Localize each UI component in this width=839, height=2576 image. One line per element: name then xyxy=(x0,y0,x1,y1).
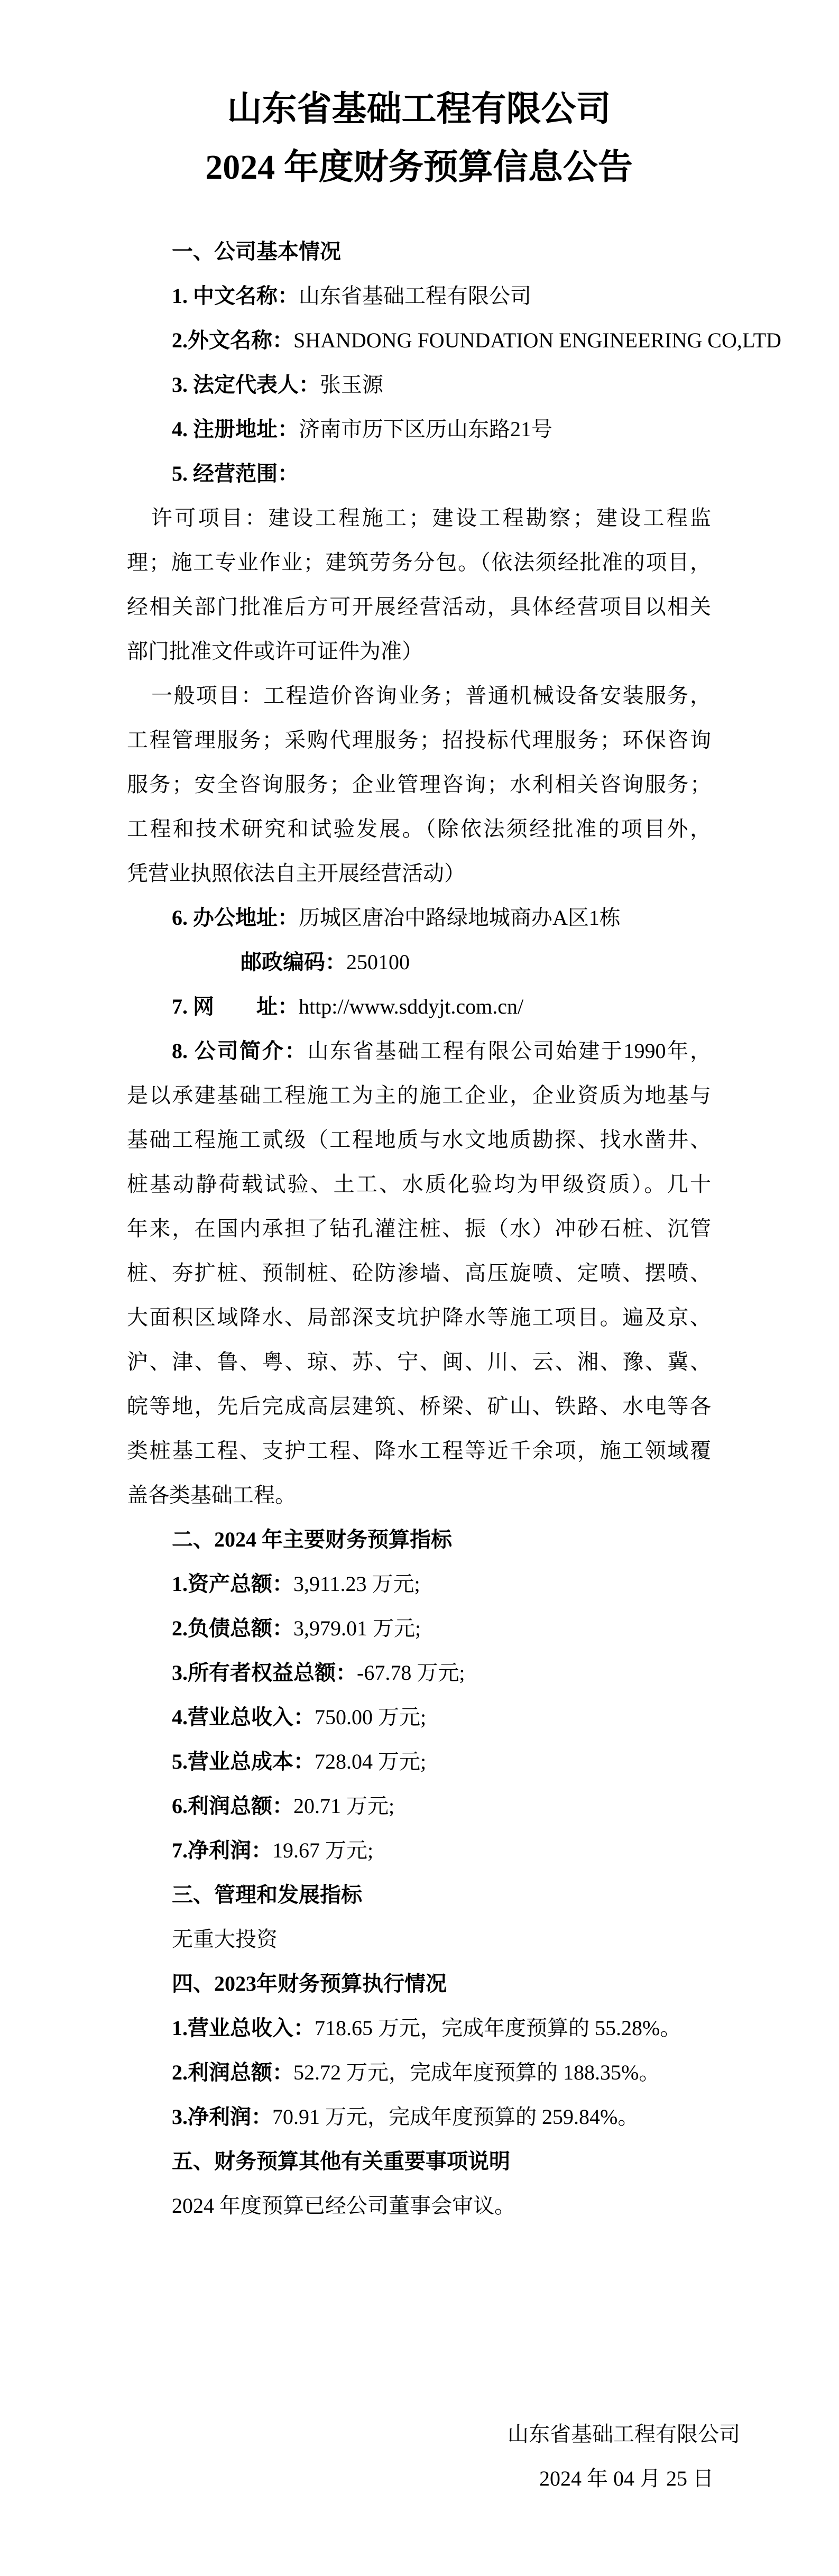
doc-line: 无重大投资 xyxy=(172,1927,278,1951)
field-label: 1.资产总额： xyxy=(172,1572,293,1596)
field-label: 4.营业总收入： xyxy=(172,1705,315,1729)
field-label: 7.净利润： xyxy=(172,1838,272,1862)
field-label: 1.营业总收入： xyxy=(172,2016,315,2040)
doc-line: 许可项目：建设工程施工；建设工程勘察；建设工程监 xyxy=(151,506,711,530)
doc-line xyxy=(127,274,711,318)
field-value: 250100 xyxy=(346,950,410,974)
document-title xyxy=(127,80,711,197)
field-label: 2.外文名称： xyxy=(172,328,293,352)
doc-line xyxy=(127,2006,711,2050)
doc-line xyxy=(127,940,711,985)
doc-line: 皖等地，先后完成高层建筑、桥梁、矿山、铁路、水电等各 xyxy=(127,1394,711,1418)
doc-line xyxy=(127,1695,711,1740)
doc-line xyxy=(127,2095,711,2139)
doc-line xyxy=(127,363,711,407)
doc-line: 基础工程施工贰级（工程地质与水文地质勘探、找水凿井、 xyxy=(127,1128,711,1152)
doc-line xyxy=(127,1740,711,1784)
field-label: 6. 办公地址： xyxy=(172,906,299,930)
doc-line: 凭营业执照依法自主开展经营活动） xyxy=(127,861,465,885)
field-value: SHANDONG FOUNDATION ENGINEERING CO,LTD xyxy=(293,328,781,352)
field-label: 4. 注册地址： xyxy=(172,417,299,441)
doc-line xyxy=(127,318,781,363)
field-label: 3. 法定代表人： xyxy=(172,373,320,397)
field-label: 2.负债总额： xyxy=(172,1616,293,1640)
field-value: 19.67 万元; xyxy=(272,1838,374,1862)
doc-line: 工程管理服务；采购代理服务；招投标代理服务；环保咨询 xyxy=(127,728,711,752)
field-value: 3,911.23 万元; xyxy=(293,1572,420,1596)
doc-line xyxy=(127,896,711,940)
page-title-line-1: 山东省基础工程有限公司 xyxy=(227,90,611,128)
footer-date: 2024 年 04 月 25 日 xyxy=(539,2467,714,2490)
doc-line xyxy=(127,2050,711,2095)
section-heading: 一、公司基本情况 xyxy=(172,240,341,263)
field-value: 山东省基础工程有限公司 xyxy=(299,284,531,308)
doc-line: 经相关部门批准后方可开展经营活动，具体经营项目以相关 xyxy=(127,595,711,619)
field-label: 6.利润总额： xyxy=(172,1794,293,1818)
doc-line xyxy=(127,1828,711,1873)
doc-body xyxy=(127,229,781,2228)
footer-company: 山东省基础工程有限公司 xyxy=(508,2422,740,2446)
field-value: 750.00 万元; xyxy=(315,1705,427,1729)
doc-line xyxy=(127,1029,711,1073)
field-value: 718.65 万元，完成年度预算的 55.28%。 xyxy=(315,2016,681,2040)
field-label: 5.营业总成本： xyxy=(172,1750,315,1773)
page-title-line-2: 2024 年度财务预算信息公告 xyxy=(205,148,633,187)
section-heading: 四、2023年财务预算执行情况 xyxy=(172,1972,447,1995)
doc-line: 类桩基工程、支护工程、降水工程等近千余项，施工领域覆 xyxy=(127,1439,711,1462)
field-value: 20.71 万元; xyxy=(293,1794,395,1818)
doc-line: 理；施工专业作业；建筑劳务分包。（依法须经批准的项目， xyxy=(127,550,711,574)
doc-line: 工程和技术研究和试验发展。（除依法须经批准的项目外， xyxy=(127,817,711,841)
doc-line xyxy=(127,1784,711,1828)
doc-line: 沪、津、鲁、粤、琼、苏、宁、闽、川、云、湘、豫、冀、 xyxy=(127,1350,711,1374)
doc-line xyxy=(127,1651,711,1695)
field-label: 2.利润总额： xyxy=(172,2060,293,2084)
field-label: 1. 中文名称： xyxy=(172,284,299,308)
field-value: -67.78 万元; xyxy=(357,1661,465,1685)
doc-line xyxy=(127,985,711,1029)
field-value: http://www.sddyjt.com.cn/ xyxy=(299,995,524,1018)
doc-line xyxy=(127,1562,711,1606)
doc-line: 盖各类基础工程。 xyxy=(127,1483,296,1507)
section-heading: 三、管理和发展指标 xyxy=(172,1883,362,1907)
doc-line: 年来，在国内承担了钻孔灌注桩、振（水）冲砂石桩、沉管 xyxy=(127,1217,711,1240)
doc-line: 2024 年度预算已经公司董事会审议。 xyxy=(172,2194,515,2218)
doc-line: 一般项目：工程造价咨询业务；普通机械设备安装服务， xyxy=(151,684,711,707)
doc-line: 大面积区域降水、局部深支坑护降水等施工项目。遍及京、 xyxy=(127,1305,711,1329)
field-value: 济南市历下区历山东路21号 xyxy=(299,417,552,441)
field-value: 3,979.01 万元; xyxy=(293,1616,421,1640)
section-heading: 二、2024 年主要财务预算指标 xyxy=(172,1528,452,1551)
field-value: 历城区唐冶中路绿地城商办A区1栋 xyxy=(299,906,621,930)
doc-line: 是以承建基础工程施工为主的施工企业，企业资质为地基与 xyxy=(127,1083,711,1107)
field-label: 5. 经营范围： xyxy=(172,462,299,485)
field-value: 山东省基础工程有限公司始建于1990年， xyxy=(307,1039,712,1063)
field-label: 3.净利润： xyxy=(172,2105,272,2129)
section-heading: 五、财务预算其他有关重要事项说明 xyxy=(172,2149,510,2173)
doc-line xyxy=(127,1606,711,1651)
doc-line: 部门批准文件或许可证件为准） xyxy=(127,639,423,663)
field-value: 70.91 万元，完成年度预算的 259.84%。 xyxy=(272,2105,639,2129)
field-label: 邮政编码： xyxy=(241,950,346,974)
field-label: 3.所有者权益总额： xyxy=(172,1661,357,1685)
signature-block xyxy=(0,2412,839,2501)
doc-line xyxy=(127,407,711,452)
doc-line xyxy=(127,452,711,496)
doc-line: 桩基动静荷载试验、土工、水质化验均为甲级资质）。几十 xyxy=(127,1172,711,1196)
field-value: 728.04 万元; xyxy=(315,1750,427,1773)
doc-line: 服务；安全咨询服务；企业管理咨询；水利相关咨询服务； xyxy=(127,772,711,796)
field-label: 8. 公司简介： xyxy=(172,1039,308,1063)
doc-line: 桩、夯扩桩、预制桩、砼防渗墙、高压旋喷、定喷、摆喷、 xyxy=(127,1261,711,1285)
field-value: 52.72 万元，完成年度预算的 188.35%。 xyxy=(293,2060,660,2084)
field-value: 张玉源 xyxy=(320,373,383,397)
field-label: 7. 网 址： xyxy=(172,995,299,1018)
